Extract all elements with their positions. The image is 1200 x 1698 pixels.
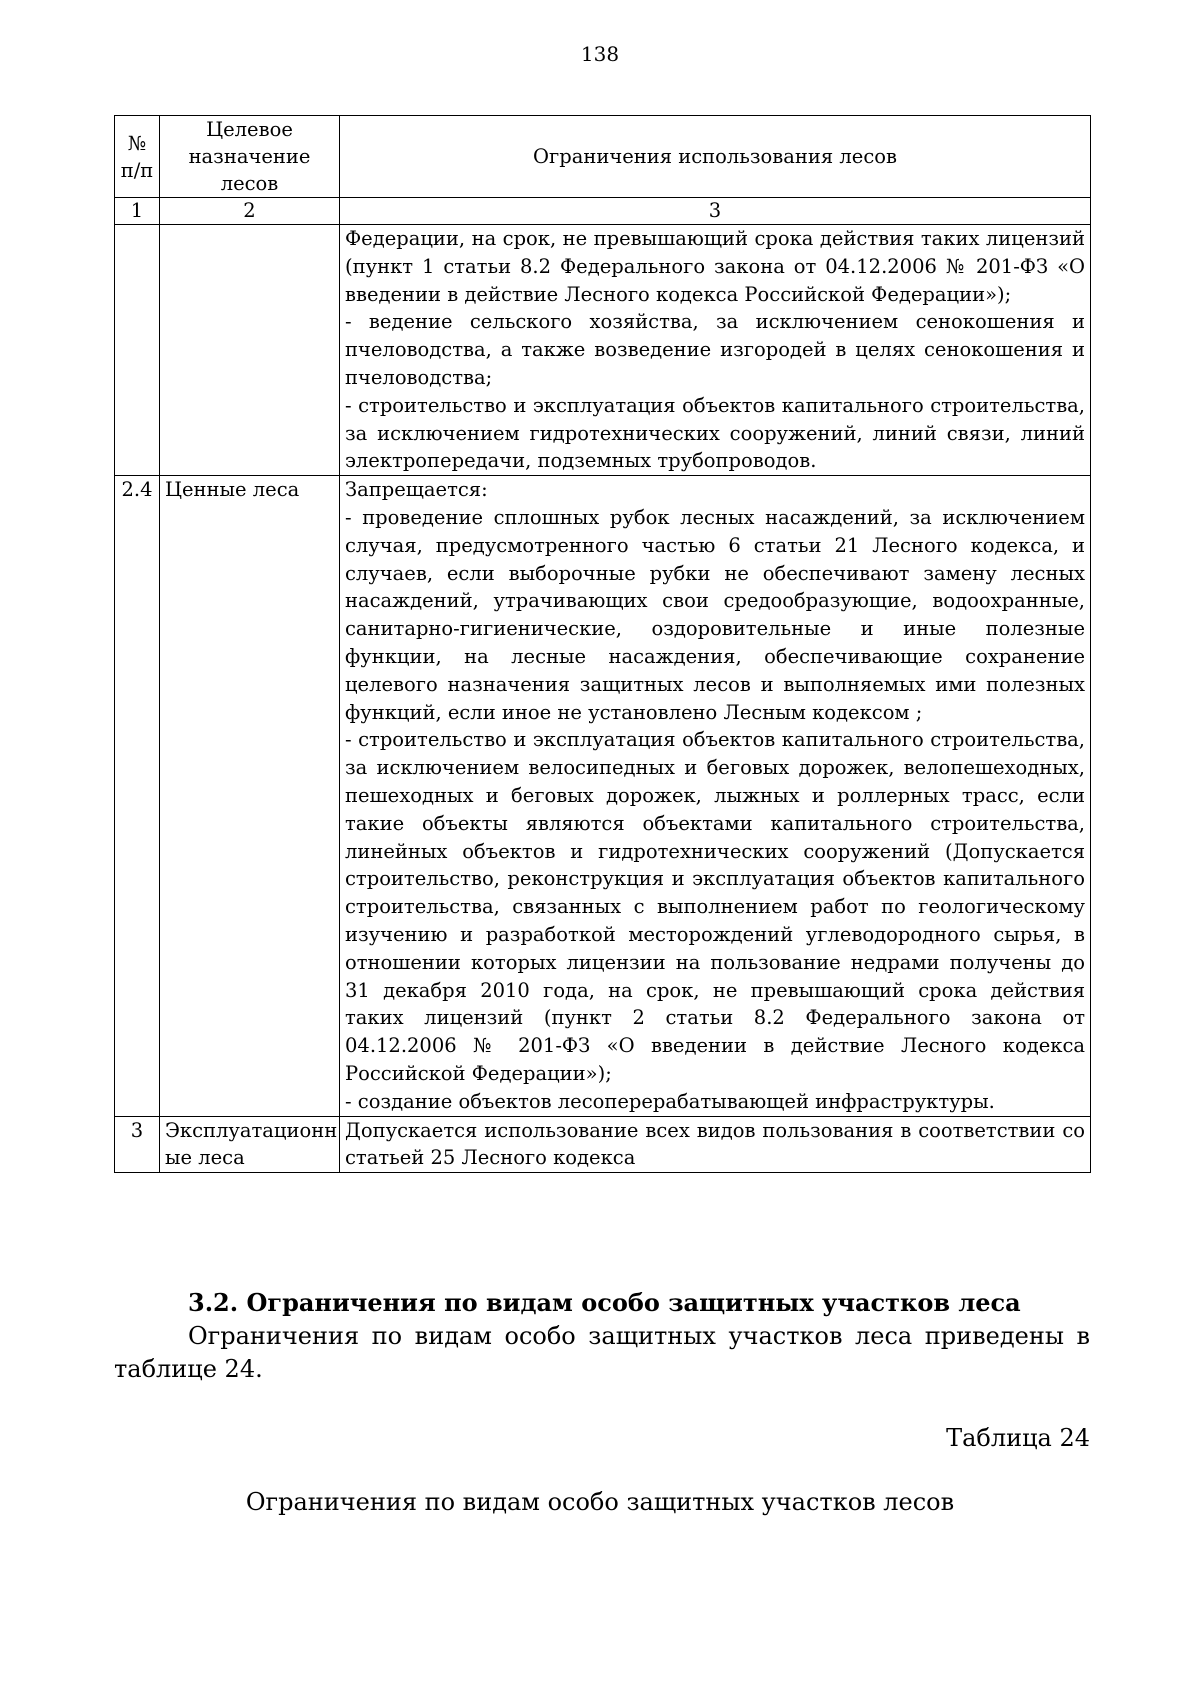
- restriction-paragraph: Запрещается:: [345, 478, 488, 502]
- table-header-row: [115, 116, 1091, 198]
- section-text: Ограничения по видам особо защитных участков леса приведены в таблице 24.: [114, 1322, 1090, 1383]
- table-caption: Таблица 24: [946, 1424, 1090, 1452]
- restriction-paragraph: - строительство и эксплуатация объектов капитального строительства, за исключением гидротехнических сооружений, линий связи, линий электропередачи, подземных трубопроводов.: [345, 393, 1085, 473]
- table-row: [115, 476, 1091, 1116]
- header-restrictions: Ограничения использования лесов: [340, 116, 1091, 198]
- table-row: [115, 1116, 1091, 1173]
- column-index: 1: [115, 198, 160, 225]
- restriction-paragraph: Федерации, на срок, не превышающий срока действия таких лицензий (пункт 1 статьи 8.2 Федерального закона от 04.12.2006 № 201-ФЗ «О введении в действие Лесного кодекса Российской Федерации»);: [345, 227, 1085, 306]
- restriction-paragraph: Допускается использование всех видов пользования в соответствии со статьей 25 Лесного кодекса: [345, 1118, 1085, 1170]
- row-purpose: Ценные леса: [160, 476, 340, 1116]
- restriction-paragraph: - строительство и эксплуатация объектов капитального строительства, за исключением велосипедных и беговых дорожек, велопешеходных, пешеходных и беговых дорожек, лыжных и роллерных трасс, если такие объекты являются объектами капитального строительства, линейных объектов и гидротехнических сооружений (Допускается строительство, реконструкция и эксплуатация объектов капитального строительства, связанных с выполнением работ по геологическому изучению и разработкой месторождений углеводородного сырья, в отношении которых лицензии на пользование недрами получены до 31 декабря 2010 года, на срок, не превышающий срока действия таких лицензий (пункт 2 статьи 8.2 Федерального закона от 04.12.2006 № 201-ФЗ «О введении в действие Лесного кодекса Российской Федерации»);: [345, 728, 1085, 1085]
- header-purpose: Целевое назначение лесов: [160, 116, 340, 198]
- row-restrictions: [340, 476, 1091, 1116]
- column-index: 3: [340, 198, 1091, 225]
- header-num: № п/п: [115, 116, 160, 198]
- row-purpose: Эксплуатационн ые леса: [160, 1116, 340, 1173]
- column-index-row: [115, 198, 1091, 225]
- page-number: 138: [580, 42, 620, 66]
- row-purpose: [160, 225, 340, 476]
- row-num: 2.4: [115, 476, 160, 1116]
- row-restrictions: [340, 225, 1091, 476]
- row-num: [115, 225, 160, 476]
- table-title: Ограничения по видам особо защитных участков лесов: [245, 1488, 955, 1516]
- column-index: 2: [160, 198, 340, 225]
- forest-restrictions-table: [114, 115, 1091, 1173]
- restriction-paragraph: - создание объектов лесоперерабатывающей инфраструктуры.: [345, 1089, 995, 1113]
- restriction-paragraph: - ведение сельского хозяйства, за исключением сенокошения и пчеловодства, а также возведение изгородей в целях сенокошения и пчеловодства;: [345, 310, 1085, 389]
- table-row: [115, 225, 1091, 476]
- section-heading: 3.2. Ограничения по видам особо защитных участков леса: [188, 1288, 1021, 1317]
- row-restrictions: [340, 1116, 1091, 1173]
- row-num: 3: [115, 1116, 160, 1173]
- restriction-paragraph: - проведение сплошных рубок лесных насаждений, за исключением случая, предусмотренного частью 6 статьи 21 Лесного кодекса, и случаев, если выборочные рубки не обеспечивают замену лесных насаждений, утрачивающих свои средообразующие, водоохранные, санитарно-гигиенические, оздоровительные и иные полезные функции, на лесные насаждения, обеспечивающие сохранение целевого назначения защитных лесов и выполняемых ими полезных функций, если иное не установлено Лесным кодексом ;: [345, 505, 1085, 724]
